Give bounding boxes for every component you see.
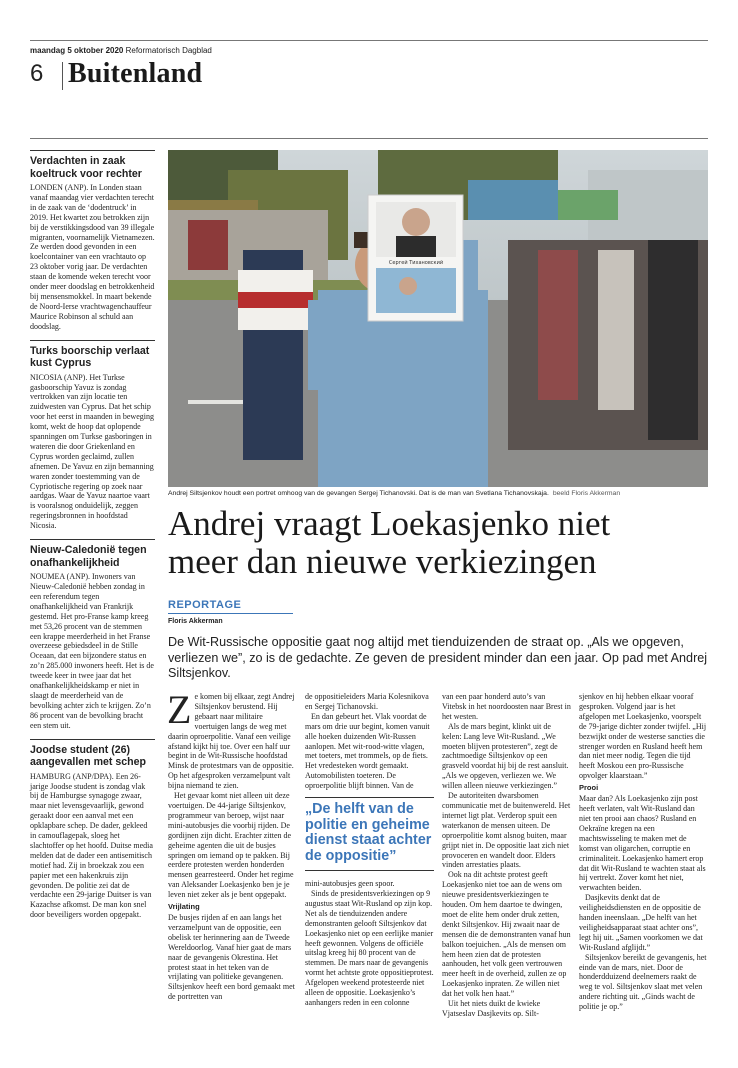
article-column-1	[167, 687, 297, 1002]
article-author: Floris Akkerman	[168, 618, 223, 625]
article-column-4	[579, 692, 708, 1012]
subheading: Vrijlating	[168, 902, 200, 912]
paragraph: En dan gebeurt het. Vlak voordat de mars om drie uur begint, komen vanuit alle hoeken duizenden Wit-Russen aanlopen. Met wit-rood-witte vlagen, met toeters, met trommels, op de fiets. Het vredesteken wordt gemaakt. Automobilisten toeteren. De oproerpolitie blijft binnen. Van de	[305, 711, 430, 791]
subheading: Prooi	[579, 783, 599, 793]
brief-item	[30, 739, 155, 921]
paragraph: Siltsjenkov bereikt de gevangenis, het einde van de mars, niet. Door de honderdduizend deelnemers raakt de weg te vol. Siltsjenkov slaat met velen andere richting uit. „Ginds wacht de politie je op.”	[579, 952, 707, 1012]
brief-item	[30, 539, 155, 731]
paragraph: mini-autobusjes geen spoor.	[305, 879, 395, 889]
caption-text: Andrej Siltsjenkov houdt een portret omhoog van de gevangen Sergej Tichanovski. Dat is de man van Svetlana Tichanovskaja.	[168, 490, 549, 497]
brief-text: NOUMEA (ANP). Inwoners van Nieuw-Caledonië hebben zondag in een referendum tegen onafhankelijkheid van Frankrijk gestemd. Het pro-Franse kamp kreeg met 53,26 procent van de stemmen een krappe meerderheid in het Franse overzeese gebiedsdeel in de Stille Oceaan, dat een bijzondere status en zo’n 285.000 inwoners heeft. Het is de tweede keer in twee jaar dat het onafhankelijkheidskamp er niet in slaagt de meerderheid van de bevolking achter zich te krijgen. Zo’n 86 procent van de bevolking bracht een stem uit.	[30, 572, 154, 730]
drop-cap: Z	[167, 687, 192, 732]
brief-title: Verdachten in zaak koeltruck voor rechter	[30, 155, 142, 180]
protest-photo-illustration	[168, 150, 708, 487]
issue-date: maandag 5 oktober 2020	[30, 46, 124, 55]
article-column-2	[305, 692, 434, 1008]
paragraph: De busjes rijden af en aan langs het verzamelpunt van de oppositie, een obelisk ter herinnering aan de Tweede Wereldoorlog. Vanaf hier gaat de mars naar de gevangenis Okrestina. Het protest staat in het teken van de vrijlating van politieke gevangenen. Siltsjenkov heeft een bord gemaakt met de portretten van	[168, 913, 295, 1002]
brief-item	[30, 340, 155, 532]
paragraph: van een paar honderd auto’s van Vitebsk in het noordoosten naar Brest in het westen.	[442, 692, 571, 721]
headline-line-1: Andrej vraagt Loekasjenko niet	[168, 504, 611, 543]
paragraph: De autoriteiten dwarsbomen communicatie met de buitenwereld. Het internet ligt plat. Verderop spuit een waterkanon de mensen uiteen. De oproerpolitie komt alsnog buiten, maar grijpt niet in. De oppositie laat zich niet provoceren en wandelt door. Elders vinden arrestaties plaats.	[442, 791, 571, 870]
paragraph: Sinds de presidentsverkiezingen op 9 augustus staat Wit-Rusland op zijn kop. Net als de tienduizenden andere demonstranten gelooft Siltsjenkov dat Loekasjenko niet op een eerlijke manier heeft gewonnen. Volgens de officiële uitslag kreeg hij 80 procent van de stemmen. De mars naar de gevangenis vormt het achtste grote oppositieprotest. Afgelopen weekend protesteerde niet alleen de oppositie. Loekasjenko’s aanhangers reden in een colonne	[305, 888, 434, 1007]
article-column-3	[442, 692, 571, 1019]
brief-item	[30, 150, 155, 332]
article-kicker: REPORTAGE	[168, 599, 242, 611]
brief-text: NICOSIA (ANP). Het Turkse gasboorschip Yavuz is zondag vertrokken van zijn locatie ten zuidwesten van Cyprus. Dat het schip voor het eerst in maanden in beweging komt, wekt de hoop dat oplopende spanningen om Turkse gasboringen in wateren die door Griekenland en Cyprus worden geclaimd, zullen afnemen. De Yavuz en zijn bemanning waren zonder toestemming van de Cypriotische regering op zoek naar aardgas. Waar de Yavuz naartoe vaart is vooralsnog onduidelijk, zeggen regeringsbronnen in hoofdstad Nicosia.	[30, 372, 154, 531]
paragraph: Uit het niets duikt de kwieke Vjatseslav Dasjkevits op. Silt-	[442, 999, 541, 1018]
kicker-rule	[168, 613, 293, 614]
article-lead: De Wit-Russische oppositie gaat nog altijd met tienduizenden de straat op. „Als we opgeven, verliezen we”, zo is de gedachte. Ze geven de president minder dan een jaar. Op pad met Andrej Siltsjenkov.	[168, 635, 708, 681]
paper-name: Reformatorisch Dagblad	[125, 46, 212, 55]
paragraph: Het gevaar komt niet alleen uit deze voertuigen. De 44-jarige Siltsjenkov, programmeur van beroep, wijst naar mini-autobusjes die voorbij rijden. De gordijnen zijn dicht. Erachter zitten de geheime agenten die uit de busjes springen om iemand op te pakken. Bij eerdere protesten werden honderden mensen gearresteerd. Onder het regime van Aleksander Loekasjenko ben je je leven niet zeker als je bent opgepakt.	[168, 791, 294, 900]
brief-title: Turks boorschip verlaat kust Cyprus	[30, 344, 150, 370]
paragraph: de oppositieleiders Maria Kolesnikova en Sergej Tichanovski.	[305, 692, 429, 711]
sign-caption: Сергей Тихановский	[388, 260, 444, 266]
paragraph	[167, 687, 297, 791]
header-rule	[30, 138, 708, 139]
brief-title: Nieuw-Caledonië tegen onafhankelijkheid	[30, 544, 147, 569]
article-headline	[168, 505, 708, 581]
masthead-dateline	[30, 46, 212, 55]
paragraph-text: e komen bij elkaar, zegt Andrej Siltsjenkov berustend. Hij gebaart naar militaire voertuigen langs de weg met daarin oproerpolitie. Vanaf een veilige afstand kijkt hij toe. Over een half uur begint in de Wit-Russische hoofdstad Minsk de protestmars van de oppositie. Op het afgesproken verzamelpunt valt bijna niemand te zien.	[168, 692, 295, 791]
brief-text: HAMBURG (ANP/DPA). Een 26-jarige Joodse student is zondag vlak bij de Hamburgse synagoge zwaar, maar niet levensgevaarlijk, gewond geraakt door een aanval met een opklapbare schep. De dader, gekleed in camouflagepak, sloeg het slachtoffer op het hoofd. Duitse media melden dat de dader een antisemitisch motief had. Zij in broekzak zou een papier met een hakenkruis zijn gevonden. De politie zei dat de verdachte een 29-jarige Duitser is van Kazachse afkomst. De man kon snel door beveiligers worden opgepakt.	[30, 771, 153, 920]
paragraph: Ook na dit achtste protest geeft Loekasjenko niet toe aan de wens om nieuwe presidentsverkiezingen te houden. Om hem daartoe te dwingen, moet de elite hem onder druk zetten, denkt Siltsjenkov. Hij zwaait naar de mensen die de demonstranten vanaf hun balkon toejuichen. „Als de mensen om hem heen zien dat de protesten aanhouden, het volk geen vertrouwen meer heeft in de overheid, zullen ze op Loekasjenko inpraten. Ze willen niet dat het volk hen haat.”	[442, 870, 571, 999]
photo-credit: beeld Floris Akkerman	[552, 490, 621, 497]
photo-caption	[168, 490, 708, 497]
paragraph: sjenkov en hij hebben elkaar vooraf gesproken. Volgend jaar is het afgelopen met Loekasjenko, voorspelt de 79-jarige dichter zonder twijfel. „Hij bezwijkt onder de westerse sancties die strenger worden en Rusland heeft hem dan niet meer nodig. Tegen die tijd heeft Moskou een pro-Russische opvolger klaarstaan.”	[579, 692, 707, 781]
paragraph: Dasjkevits denkt dat de veiligheidsdiensten en de oppositie de handen ineenslaan. „De helft van het veiligheidsapparaat staat achter ons”, legt hij uit. „Samen voorkomen we dat Wit-Rusland afglijdt.”	[579, 893, 703, 952]
pull-quote: „De helft van de politie en geheime dienst staat achter de oppositie”	[305, 797, 434, 871]
headline-line-2: meer dan nieuwe verkiezingen	[168, 542, 597, 581]
top-rule	[30, 40, 708, 41]
page-number: 6	[30, 60, 44, 87]
brief-text: LONDEN (ANP). In Londen staan vanaf maandag vier verdachten terecht in de zaak van de ‘dodentruck’ in 2019. Het kwartet zou betrokken zijn bij de verstikkingsdood van 39 illegale migranten, voornamelijk Vietnamezen. Ze werden dood gevonden in een koelcontainer van een vrachtauto op 23 oktober vorig jaar. De verdachten staan de komende weken terecht voor onder meer doodslag en betrokkenheid bij mensensmokkel. In maart bekende de Noord-Ierse vrachtwagenchauffeur Maurice Robinson al schuld aan doodslag.	[30, 183, 155, 331]
news-briefs-sidebar	[30, 150, 155, 928]
section-title: Buitenland	[68, 58, 203, 89]
protest-photo	[168, 150, 708, 487]
paragraph: Als de mars begint, klinkt uit de kelen: Lang leve Wit-Rusland. „We moeten blijven protesteren”, zegt de zachtmoedige Siltsjenkov op een grasveld voordat hij bij de rest aansluit. „Als we opgeven, verliezen we. We willen alleen nieuwe verkiezingen.”	[442, 721, 569, 791]
section-divider	[62, 62, 63, 90]
brief-title: Joodse student (26) aangevallen met schep	[30, 743, 146, 769]
paragraph: Maar dan? Als Loekasjenko zijn post heeft verlaten, valt Wit-Rusland dan niet ten prooi aan chaos? Rusland en Oekraïne kregen na een machtswisseling te maken met de komst van oligarchen, corruptie en criminaliteit. Loekasjenko hamert erop dat dit Wit-Rusland te wachten staat als hij vertrekt. Zover komt het niet, verwachten beiden.	[579, 794, 706, 893]
